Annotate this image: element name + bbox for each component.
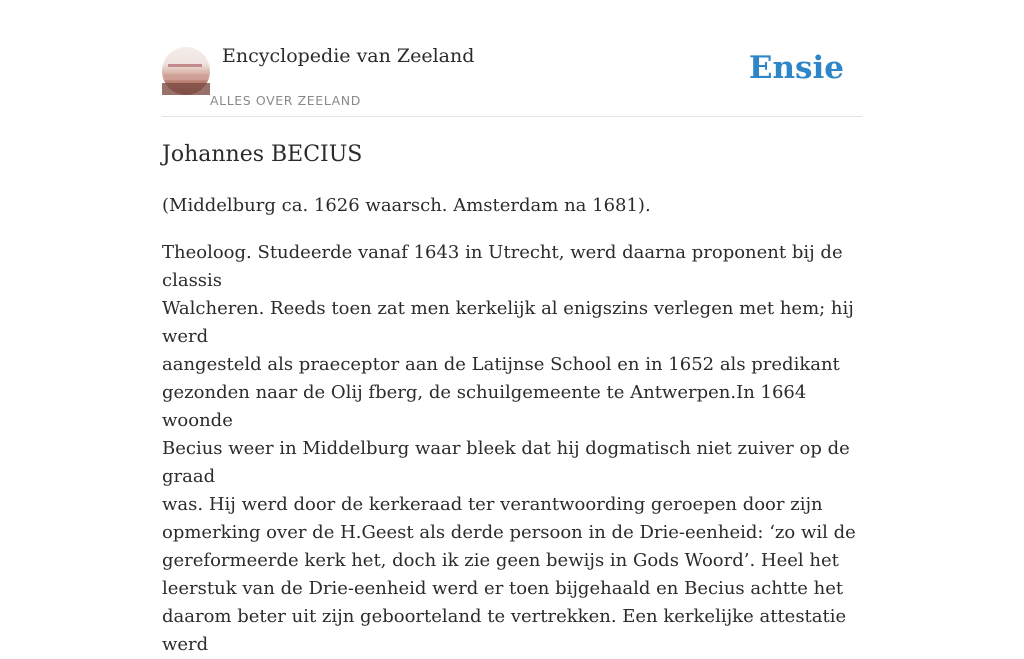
ensie-brand-logo[interactable]: Ensie	[748, 50, 844, 86]
body-line: aangesteld als praeceptor aan de Latijnse School en in 1652 als predikant	[162, 354, 840, 375]
body-line: opmerking over de H.Geest als derde persoon in de Drie-eenheid: ‘zo wil de	[162, 522, 856, 543]
body-line: gezonden naar de Olij fberg, de schuilgemeente te Antwerpen.In 1664 woonde	[162, 382, 807, 431]
avatar-decoration	[164, 74, 208, 80]
article-body	[162, 239, 862, 659]
article	[162, 140, 862, 659]
article-lead: (Middelburg ca. 1626 waarsch. Amsterdam na 1681).	[162, 195, 651, 216]
article-title: Johannes BECIUS	[162, 142, 363, 167]
body-line: Theoloog. Studeerde vanaf 1643 in Utrecht, werd daarna proponent bij de classis	[162, 242, 843, 291]
avatar-decoration	[168, 64, 202, 67]
body-line: gereformeerde kerk het, doch ik zie geen bewijs in Gods Woord’. Heel het	[162, 550, 839, 571]
site-logo-avatar[interactable]	[162, 47, 210, 95]
site-header	[162, 0, 862, 117]
avatar-decoration	[162, 83, 210, 95]
body-line: leerstuk van de Drie-eenheid werd er toen bijgehaald en Becius achtte het	[162, 578, 844, 599]
site-subtitle: ALLES OVER ZEELAND	[210, 93, 361, 108]
site-title-link[interactable]: Encyclopedie van Zeeland	[222, 45, 475, 67]
body-line: was. Hij werd door de kerkeraad ter verantwoording geroepen door zijn	[162, 494, 823, 515]
body-line: daarom beter uit zijn geboorteland te vertrekken. Een kerkelijke attestatie werd	[162, 606, 847, 655]
body-line: Becius weer in Middelburg waar bleek dat hij dogmatisch niet zuiver op de graad	[162, 438, 850, 487]
body-line: Walcheren. Reeds toen zat men kerkelijk al enigszins verlegen met hem; hij werd	[162, 298, 854, 347]
